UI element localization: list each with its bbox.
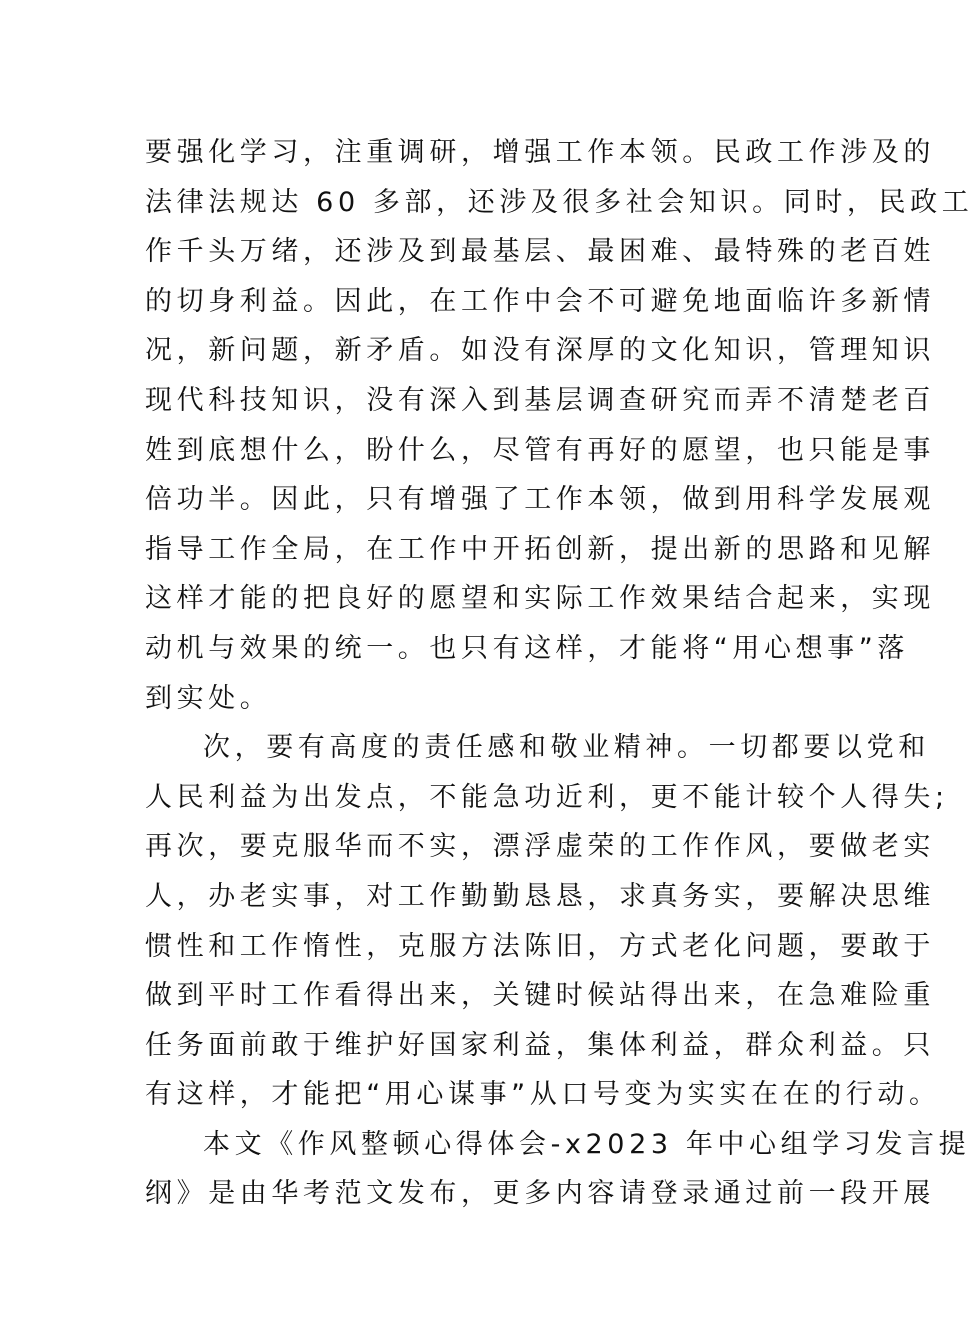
text-line: 惯性和工作惰性，克服方法陈旧，方式老化问题，要敢于 (145, 930, 935, 962)
text-line: 再次，要克服华而不实，漂浮虚荣的工作作风，要做老实 (145, 831, 935, 863)
paragraph-1 (145, 128, 973, 723)
paragraph-3 (145, 1120, 971, 1219)
text-line: 指导工作全局，在工作中开拓创新，提出新的思路和见解 (145, 533, 935, 565)
document-body (145, 128, 973, 1219)
text-line: 况，新问题，新矛盾。如没有深厚的文化知识，管理知识 (145, 335, 935, 367)
text-line: 作千头万绪，还涉及到最基层、最困难、最特殊的老百姓 (145, 236, 935, 268)
text-line: 的切身利益。因此，在工作中会不可避免地面临许多新情 (145, 285, 935, 317)
text-line: 姓到底想什么，盼什么，尽管有再好的愿望，也只能是事 (145, 434, 935, 466)
text-line: 到实处。 (145, 682, 272, 714)
text-line: 人民利益为出发点，不能急功近利，更不能计较个人得失; (145, 781, 949, 813)
text-line: 纲》是由华考范文发布，更多内容请登录通过前一段开展 (145, 1178, 935, 1210)
text-line: 次，要有高度的责任感和敬业精神。一切都要以党和 (203, 732, 930, 764)
text-line: 做到平时工作看得出来，关键时候站得出来，在急难险重 (145, 980, 935, 1012)
text-line: 这样才能的把良好的愿望和实际工作效果结合起来，实现 (145, 583, 935, 615)
text-line: 要强化学习，注重调研，增强工作本领。民政工作涉及的 (145, 137, 935, 168)
text-line: 任务面前敢于维护好国家利益，集体利益，群众利益。只 (145, 1029, 935, 1061)
text-line: 倍功半。因此，只有增强了工作本领，做到用科学发展观 (145, 484, 935, 516)
text-line: 有这样，才能把“用心谋事”从口号变为实实在在的行动。 (145, 1079, 941, 1111)
paragraph-2 (145, 723, 949, 1120)
text-line: 本文《作风整顿心得体会-x2023 年中心组学习发言提 (203, 1128, 971, 1160)
text-line: 人，办老实事，对工作勤勤恳恳，求真务实，要解决思维 (145, 880, 935, 912)
text-line: 动机与效果的统一。也只有这样，才能将“用心想事”落 (145, 632, 909, 664)
text-line: 现代科技知识，没有深入到基层调查研究而弄不清楚老百 (145, 384, 935, 416)
text-line: 法律法规达 60 多部，还涉及很多社会知识。同时，民政工 (145, 186, 973, 218)
